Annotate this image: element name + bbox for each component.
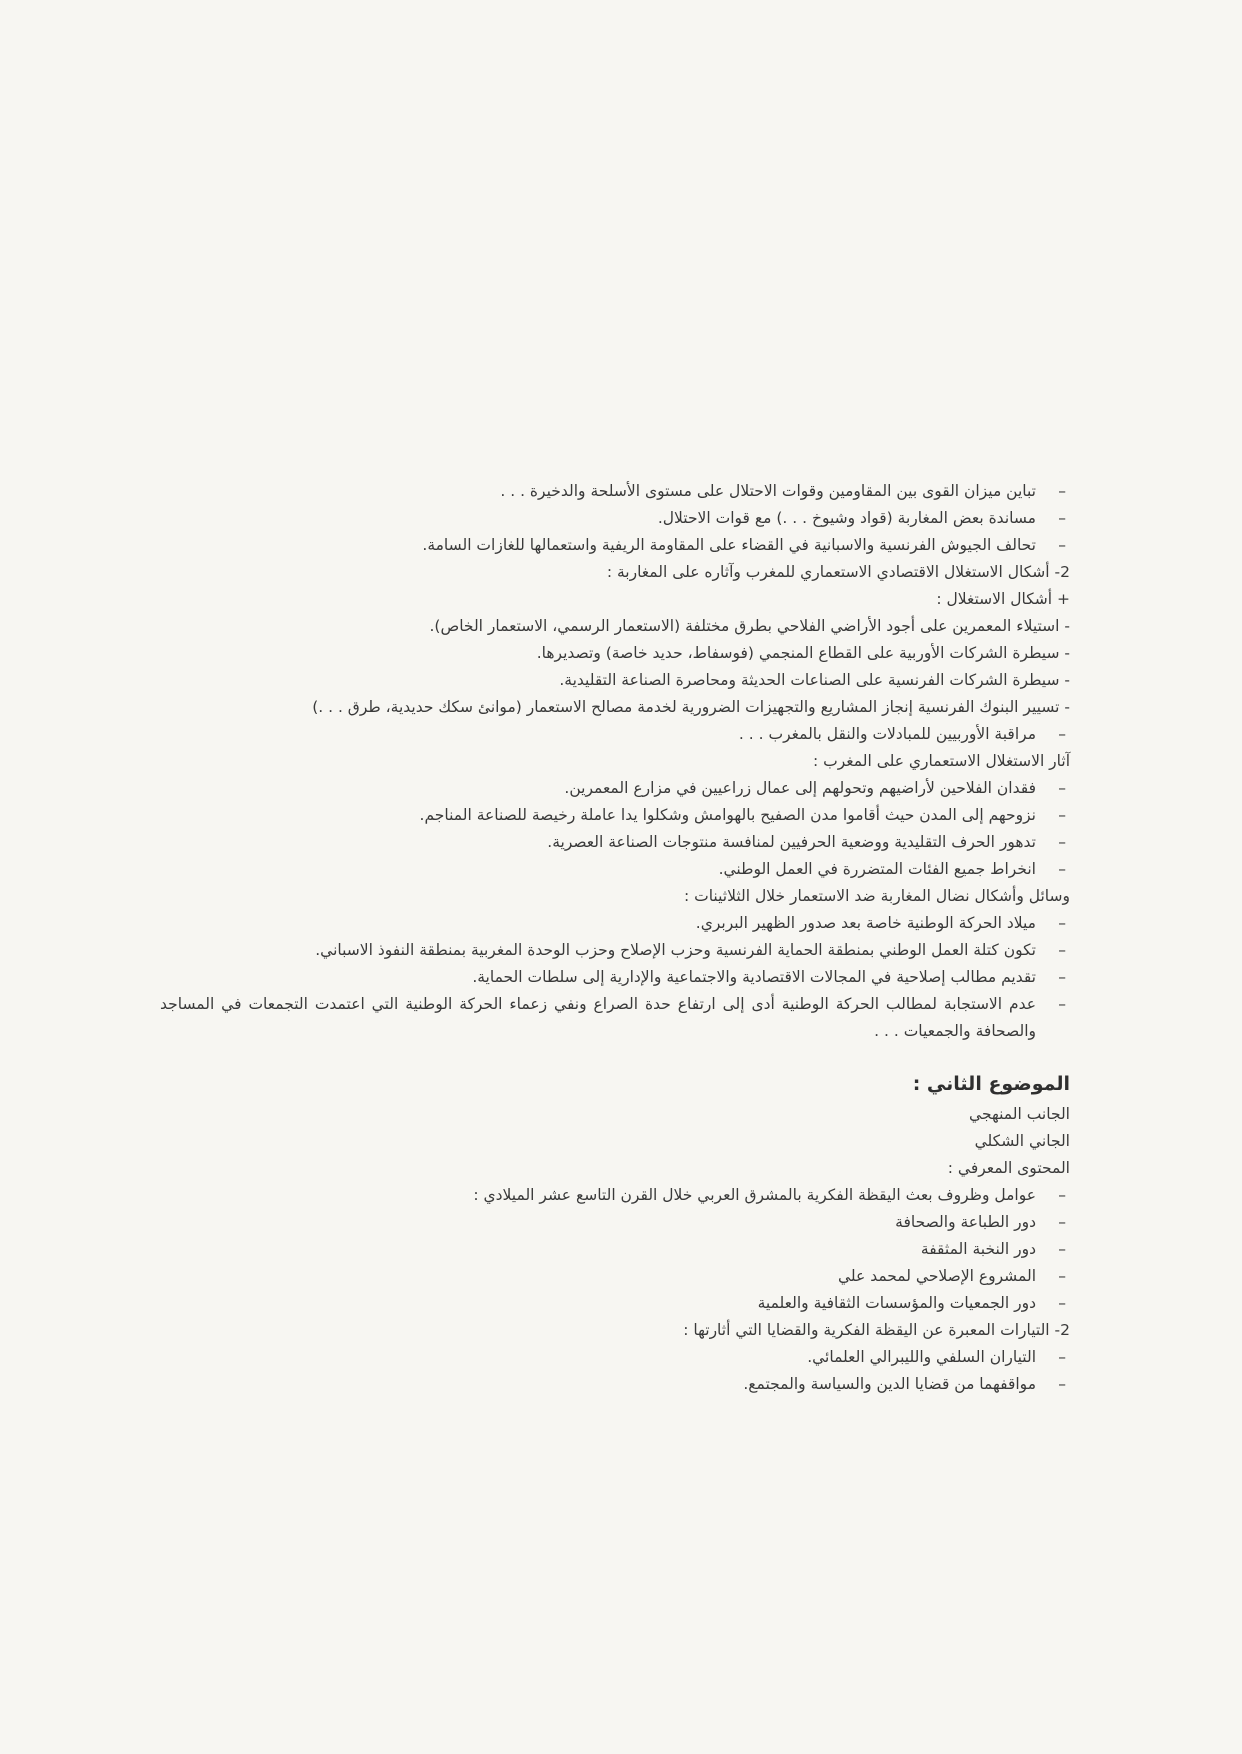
list-item: – المشروع الإصلاحي لمحمد علي (160, 1263, 1070, 1290)
section-heading: وسائل وأشكال نضال المغاربة ضد الاستعمار خلال الثلاثينات : (683, 887, 1070, 905)
document-body (160, 478, 1070, 1398)
list-item: – تدهور الحرف التقليدية ووضعية الحرفيين لمنافسة منتوجات الصناعة العصرية. (160, 829, 1070, 856)
list-item: - استيلاء المعمرين على أجود الأراضي الفلاحي بطرق مختلفة (الاستعمار الرسمي، الاستعمار الخاص). (429, 617, 1070, 635)
list-item: – دور الطباعة والصحافة (160, 1209, 1070, 1236)
list-item: - تسيير البنوك الفرنسية إنجاز المشاريع والتجهيزات الضرورية لخدمة مصالح الاستعمار (موانئ سكك حديدية، طرق . . .) (312, 698, 1070, 716)
sub-heading: المحتوى المعرفي : (947, 1159, 1070, 1177)
section-heading: 2- التيارات المعبرة عن اليقظة الفكرية والقضايا التي أثارتها : (683, 1321, 1070, 1339)
section-title: الموضوع الثاني : (912, 1073, 1070, 1095)
sub-heading: الجاني الشكلي (974, 1132, 1070, 1150)
list-item: – مراقبة الأوربيين للمبادلات والنقل بالمغرب . . . (160, 721, 1070, 748)
list-item: – نزوحهم إلى المدن حيث أقاموا مدن الصفيح بالهوامش وشكلوا يدا عاملة رخيصة للصناعة المناجم. (160, 802, 1070, 829)
section-heading: آثار الاستغلال الاستعماري على المغرب : (813, 752, 1070, 770)
list-item: – تباين ميزان القوى بين المقاومين وقوات الاحتلال على مستوى الأسلحة والدخيرة . . . (160, 478, 1070, 505)
list-item: – دور النخبة المثقفة (160, 1236, 1070, 1263)
list-item: – مواقفهما من قضايا الدين والسياسة والمجتمع. (160, 1371, 1070, 1398)
list-item: – تحالف الجيوش الفرنسية والاسبانية في القضاء على المقاومة الريفية واستعمالها للغازات السامة. (160, 532, 1070, 559)
list-item: – تقديم مطالب إصلاحية في المجالات الاقتصادية والاجتماعية والإدارية إلى سلطات الحماية. (160, 964, 1070, 991)
list-item: – ميلاد الحركة الوطنية خاصة بعد صدور الظهير البربري. (160, 910, 1070, 937)
list-item: – تكون كتلة العمل الوطني بمنطقة الحماية الفرنسية وحزب الإصلاح وحزب الوحدة المغربية بمنطقة النفوذ الاسباني. (160, 937, 1070, 964)
list-item: - سيطرة الشركات الأوربية على القطاع المنجمي (فوسفاط، حديد خاصة) وتصديرها. (536, 644, 1070, 662)
section-heading: 2- أشكال الاستغلال الاقتصادي الاستعماري للمغرب وآثاره على المغاربة : (606, 563, 1070, 581)
section-heading: + أشكال الاستغلال : (936, 590, 1070, 608)
list-item: – التياران السلفي والليبرالي العلمائي. (160, 1344, 1070, 1371)
list-item: – فقدان الفلاحين لأراضيهم وتحولهم إلى عمال زراعيين في مزارع المعمرين. (160, 775, 1070, 802)
sub-heading: الجانب المنهجي (969, 1105, 1070, 1123)
list-item: – دور الجمعيات والمؤسسات الثقافية والعلمية (160, 1290, 1070, 1317)
list-item: – انخراط جميع الفئات المتضررة في العمل الوطني. (160, 856, 1070, 883)
list-item: - سيطرة الشركات الفرنسية على الصناعات الحديثة ومحاصرة الصناعة التقليدية. (559, 671, 1070, 689)
list-item: – عوامل وظروف بعث اليقظة الفكرية بالمشرق العربي خلال القرن التاسع عشر الميلادي : (160, 1182, 1070, 1209)
section-two (160, 1067, 1070, 1398)
list-item: – عدم الاستجابة لمطالب الحركة الوطنية أدى إلى ارتفاع حدة الصراع ونفي زعماء الحركة الوطنية التي اعتمدت التجمعات في المساجد والصحافة والجمعيات . . . (160, 991, 1070, 1045)
list-item: – مساندة بعض المغاربة (قواد وشيوخ . . .) مع قوات الاحتلال. (160, 505, 1070, 532)
